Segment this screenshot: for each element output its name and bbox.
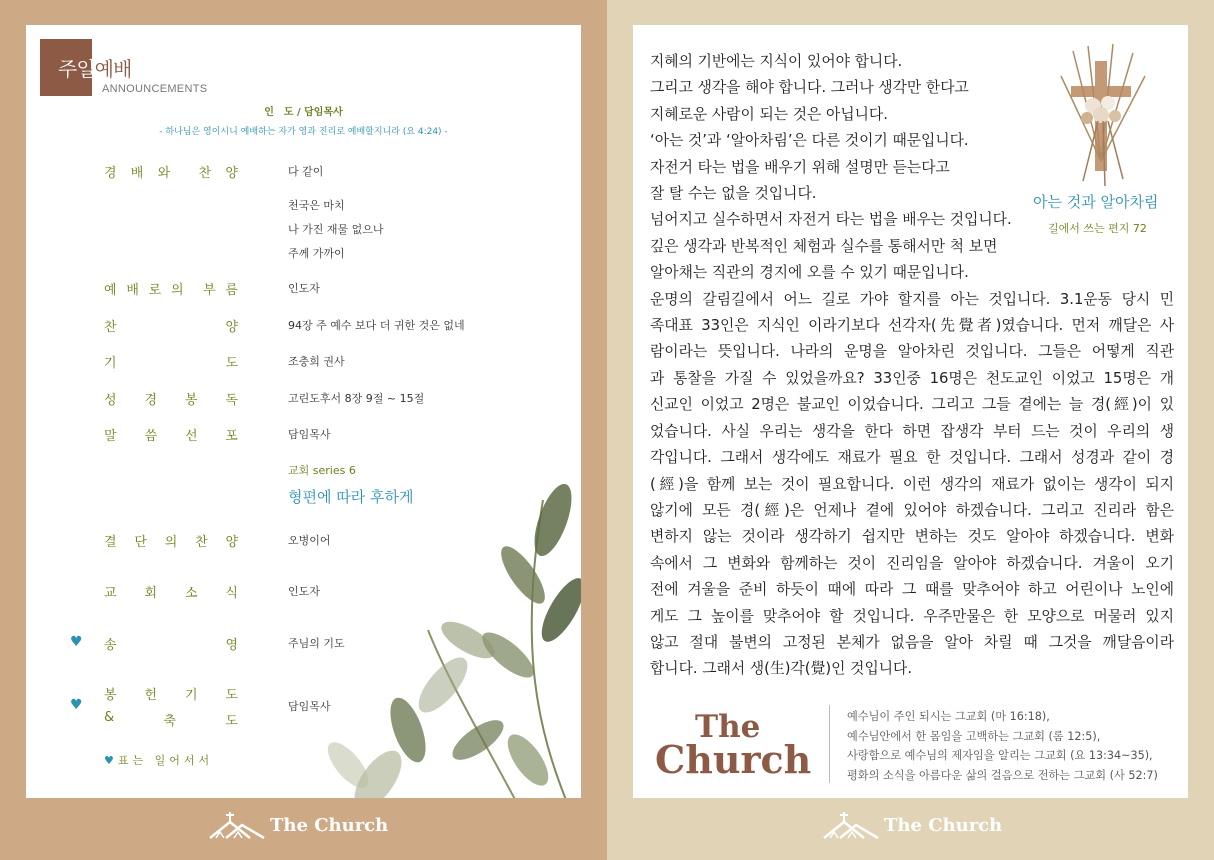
letter-line: 깊은 생각과 반복적인 체험과 실수를 통해서만 척 보면 [650, 237, 998, 255]
letter-line: 속에서 그 변화와 함께하는 것이 진리임을 알아야 하겠습니다. 겨울이 오기 [650, 554, 1174, 572]
letter-line: 합니다. 그래서 생(生)각(覺)인 것입니다. [650, 660, 913, 678]
church-brand-logo: The Church [655, 709, 812, 783]
leaf-illustration [318, 480, 581, 798]
letter-line: ‘아는 것’과 ‘알아차림’은 다른 것이기 때문입니다. [650, 132, 969, 150]
order-item-label: 예 배 로 의 부 름 [104, 283, 238, 298]
order-item-label: 경 배 와 찬 양 [104, 166, 238, 181]
theme-verse: - 하나님은 영이시니 예배하는 자가 영과 진리로 예배할지니라 (요 4:24) - [159, 127, 448, 137]
page-subtitle: ANNOUNCEMENTS [102, 83, 208, 95]
order-item-value: 인도자 [288, 282, 320, 295]
letter-line: 않고 절대 불변의 고정된 본체가 없음을 알아 차릴 때 그것을 깨달음이라 [650, 633, 1174, 651]
order-item-value: 담임목사 [288, 700, 331, 713]
letter-line: 않기에 모든 경(經)은 언제나 곁에 있어야 하겠습니다. 그리고 진리라 함은 [650, 501, 1174, 519]
praise-song: 나 가진 재물 없으나 [288, 223, 384, 236]
order-item-value: 인도자 [288, 585, 320, 598]
divider [829, 705, 830, 783]
letter-line: 전에 겨울을 준비 하듯이 때에 따라 그 때를 맞추어야 하고 어린이나 노인에 [650, 581, 1174, 599]
letter-body [650, 49, 1174, 683]
order-item-label: 성 경 봉 독 [104, 393, 238, 408]
letter-line: 지혜의 기반에는 지식이 있어야 합니다. [650, 53, 903, 70]
order-item-value: 94장 주 예수 보다 더 귀한 것은 없네 [288, 319, 465, 332]
order-item-label: 말 씀 선 포 [104, 429, 238, 444]
order-item-label: & 축 도 [104, 710, 238, 729]
letter-line: (經)을 함께 보는 것이 필요합니다. 이런 생각의 재료가 없이는 생각이 되지 [650, 475, 1174, 493]
order-item-value: 담임목사 [288, 428, 331, 441]
pastor-letter-sheet [633, 25, 1188, 798]
letter-line: 넘어지고 실수하면서 자전거 타는 법을 배우는 것입니다. [650, 211, 1012, 229]
mission-line: 평화의 소식을 아름다운 삶의 걸음으로 전하는 그교회 (사 52:7) [847, 768, 1158, 782]
letter-line: 그리고 생각을 해야 합니다. 그러나 생각만 한다고 [650, 79, 969, 97]
service-leader: 인 도 / 담임목사 [264, 107, 343, 118]
order-item-label: 찬 양 [104, 320, 238, 335]
order-item-label: 교 회 소 식 [104, 586, 238, 601]
letter-line: 족대표 33인은 지식인 이라기보다 선각자(先覺者)였습니다. 먼저 깨달은 사 [650, 317, 1174, 335]
order-item-label: 봉 헌 기 도 [104, 688, 238, 703]
order-item-value: 주님의 기도 [288, 637, 345, 650]
page-title: 주일예배 [58, 57, 132, 81]
heart-icon: ♥ [70, 634, 83, 650]
footer-logo: The Church [208, 810, 388, 840]
letter-line: 자전거 타는 법을 배우기 위해 설명만 듣는다고 [650, 158, 950, 176]
order-item-value: 오병이어 [288, 534, 331, 547]
mission-line: 예수님이 주인 되시는 그교회 (마 16:18), [847, 710, 1050, 723]
letter-series: 길에서 쓰는 편지 72 [1048, 222, 1147, 235]
sermon-series: 교회 series 6 [288, 464, 356, 477]
order-item-value: 고린도후서 8장 9절 ~ 15절 [288, 392, 425, 405]
order-item-value: 조충희 권사 [288, 355, 345, 368]
letter-title: 아는 것과 알아차림 [1033, 193, 1159, 211]
order-item-label: 송 영 [104, 638, 238, 653]
letter-line: 알아채는 직관의 경지에 오를 수 있기 때문입니다. [650, 264, 969, 282]
mission-line: 예수님안에서 한 몸임을 고백하는 그교회 (롬 12:5), [847, 729, 1101, 743]
letter-line: 신교인 이었고 2명은 불교인 이었습니다. 그리고 그들 곁에는 늘 경(經)이 있 [650, 396, 1174, 414]
letter-line: 람이라는 뜻입니다. 나라의 운명을 알아차린 것입니다. 그들은 어떻게 직관 [650, 343, 1174, 361]
mission-line: 사랑함으로 예수님의 제자임을 알리는 그교회 (요 13:34~35), [847, 749, 1153, 763]
heart-icon: ♥ [70, 697, 83, 713]
letter-line: 잘 탈 수는 없을 것입니다. [650, 185, 817, 203]
letter-line: 지혜로운 사람이 되는 것은 아닙니다. [650, 105, 888, 123]
letter-line: 각입니다. 그래서 생각에도 재료가 필요 한 것입니다. 그래서 성경과 같이 경 [650, 449, 1174, 467]
church-logo-icon [822, 810, 880, 840]
praise-song: 천국은 마치 [288, 199, 345, 212]
letter-line: 과 통찰을 가질 수 있었을까요? 33인중 16명은 천도교인 이었고 15명은 개 [650, 369, 1174, 387]
letter-line: 었습니다. 사실 우리는 생각을 한다 하면 잡생각 부터 드는 것이 우리의 생 [650, 422, 1174, 440]
church-mission [847, 707, 1158, 785]
order-item-value: 다 같이 [288, 165, 324, 178]
order-item-label: 결 단 의 찬 양 [104, 535, 238, 550]
letter-line: 게도 그 높이를 맞추어야 할 것입니다. 우주만물은 한 모양으로 머물러 있지 [650, 607, 1174, 625]
letter-line: 변하지 않는 것이라 생각하기 쉽지만 변하는 것도 알아야 하겠습니다. 변화 [650, 528, 1174, 546]
footer-logo: The Church [822, 810, 1002, 840]
order-item-label: 기 도 [104, 356, 238, 371]
letter-line: 운명의 갈림길에서 어느 길로 가야 할지를 아는 것입니다. 3.1운동 당시 민 [650, 290, 1174, 308]
standing-note: ♥ 표는 일어서서 [104, 754, 214, 767]
church-logo-icon [208, 810, 266, 840]
heart-icon: ♥ [104, 754, 114, 767]
order-of-worship-sheet [26, 25, 581, 798]
sermon-title: 형편에 따라 후하게 [288, 488, 414, 506]
praise-song: 주께 가까이 [288, 247, 345, 260]
